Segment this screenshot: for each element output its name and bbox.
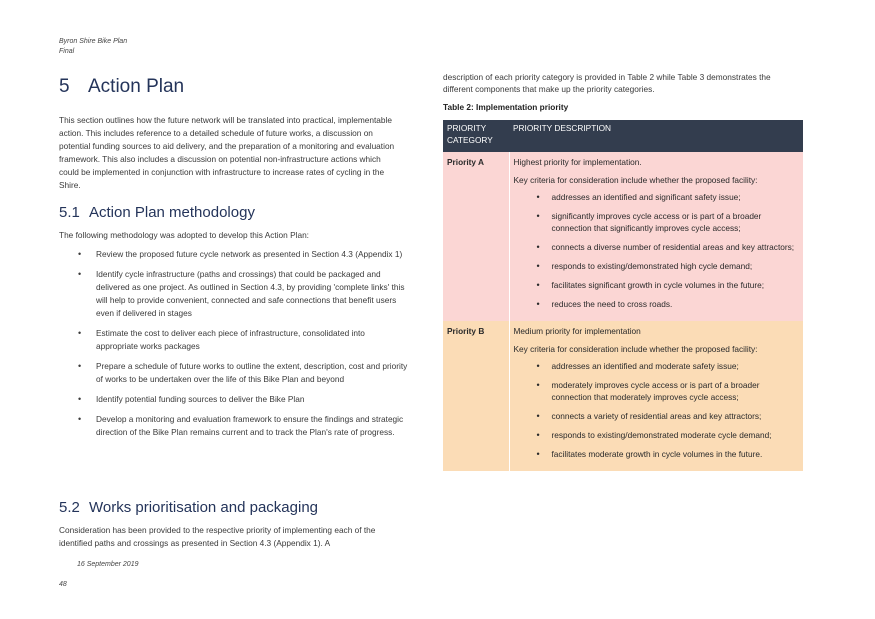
- prioritisation-paragraph: Consideration has been provided to the respective priority of implementing each of the identified paths and crossings as presented in Section 4.3 (Appendix 1). A: [59, 525, 376, 548]
- methodology-intro: The following methodology was adopted to develop this Action Plan:: [59, 230, 309, 240]
- priority-criteria: Key criteria for consideration include whether the proposed facility:: [513, 175, 758, 185]
- intro-paragraph: This section outlines how the future network will be translated into practical, implementable action. This includes reference to a detailed schedule of future works, a discussion on potential funding sources to aid delivery, and the preparation of a monitoring and evaluation framework. This also includes a discussion on potential non-infrastructure actions which could be implemented in conjunction with infrastructure to increase rates of cycling in the Shire.: [59, 115, 395, 190]
- footer-date: 16 September 2019: [77, 561, 139, 568]
- table-row: [443, 321, 803, 471]
- list-item: • facilitates moderate growth in cycle volumes in the future.: [514, 448, 800, 460]
- column-header: PRIORITY DESCRIPTION: [509, 120, 803, 152]
- subsection-heading-5-1: [59, 204, 255, 221]
- section-number: 5: [59, 76, 70, 97]
- table-caption: Table 2: Implementation priority: [443, 102, 569, 112]
- priority-description: [509, 321, 803, 471]
- subsection-title: Works prioritisation and packaging: [89, 499, 319, 516]
- priority-category: Priority A: [443, 152, 509, 321]
- subsection-number: 5.2: [59, 499, 80, 516]
- list-item: • connects a variety of residential areas and key attractors;: [514, 410, 800, 422]
- criteria-list: [514, 191, 800, 310]
- priority-title: Highest priority for implementation.: [513, 157, 642, 167]
- list-item: • connects a diverse number of residential areas and key attractors;: [514, 241, 800, 253]
- priority-category: Priority B: [443, 321, 509, 471]
- list-item: • moderately improves cycle access or is part of a broader connection that moderately improves cycle access;: [514, 379, 800, 403]
- subsection-heading-5-2: [59, 499, 318, 516]
- list-item: • Estimate the cost to deliver each piece of infrastructure, consolidated into appropriate works packages: [59, 327, 409, 353]
- running-header: [59, 37, 127, 57]
- list-item: • facilitates significant growth in cycle volumes in the future;: [514, 279, 800, 291]
- criteria-list: [514, 360, 800, 460]
- list-item: • responds to existing/demonstrated high cycle demand;: [514, 260, 800, 272]
- subsection-number: 5.1: [59, 204, 80, 221]
- list-item: • Prepare a schedule of future works to outline the extent, description, cost and priority of works to be undertaken over the life of this Bike Plan and beyond: [59, 360, 409, 386]
- section-heading: [59, 76, 184, 98]
- list-item: • Review the proposed future cycle network as presented in Section 4.3 (Appendix 1): [59, 248, 409, 261]
- column-header: PRIORITY CATEGORY: [443, 120, 509, 152]
- list-item: • Develop a monitoring and evaluation framework to ensure the findings and strategic direction of the Bike Plan remains current and to track the Plan's rate of progress.: [59, 413, 409, 439]
- priority-criteria: Key criteria for consideration include whether the proposed facility:: [513, 344, 758, 354]
- header-status: Final: [59, 48, 75, 55]
- list-item: • addresses an identified and significant safety issue;: [514, 191, 800, 203]
- page-number: 48: [59, 581, 67, 588]
- list-item: • responds to existing/demonstrated moderate cycle demand;: [514, 429, 800, 441]
- list-item: • Identify potential funding sources to deliver the Bike Plan: [59, 393, 409, 406]
- table-intro-paragraph: description of each priority category is provided in Table 2 while Table 3 demonstrates the different components that make up the priority categories.: [443, 72, 771, 94]
- list-item: • addresses an identified and moderate safety issue;: [514, 360, 800, 372]
- implementation-priority-table: [443, 120, 803, 471]
- list-item: • significantly improves cycle access or is part of a broader connection that significantly improves cycle access;: [514, 210, 800, 234]
- priority-description: [509, 152, 803, 321]
- table-row: [443, 152, 803, 321]
- priority-title: Medium priority for implementation: [513, 326, 641, 336]
- header-title: Byron Shire Bike Plan: [59, 38, 128, 45]
- subsection-title: Action Plan methodology: [89, 204, 255, 221]
- list-item: • Identify cycle infrastructure (paths and crossings) that could be packaged and delivered as one project. As outlined in Section 4.3, by providing 'complete links' this will help to provide convenient, connected and safe connections that benefit users even if delivered in stages: [59, 268, 409, 320]
- list-item: • reduces the need to cross roads.: [514, 298, 800, 310]
- methodology-list: [59, 248, 409, 446]
- table-header-row: [443, 120, 803, 152]
- section-title: Action Plan: [88, 76, 185, 97]
